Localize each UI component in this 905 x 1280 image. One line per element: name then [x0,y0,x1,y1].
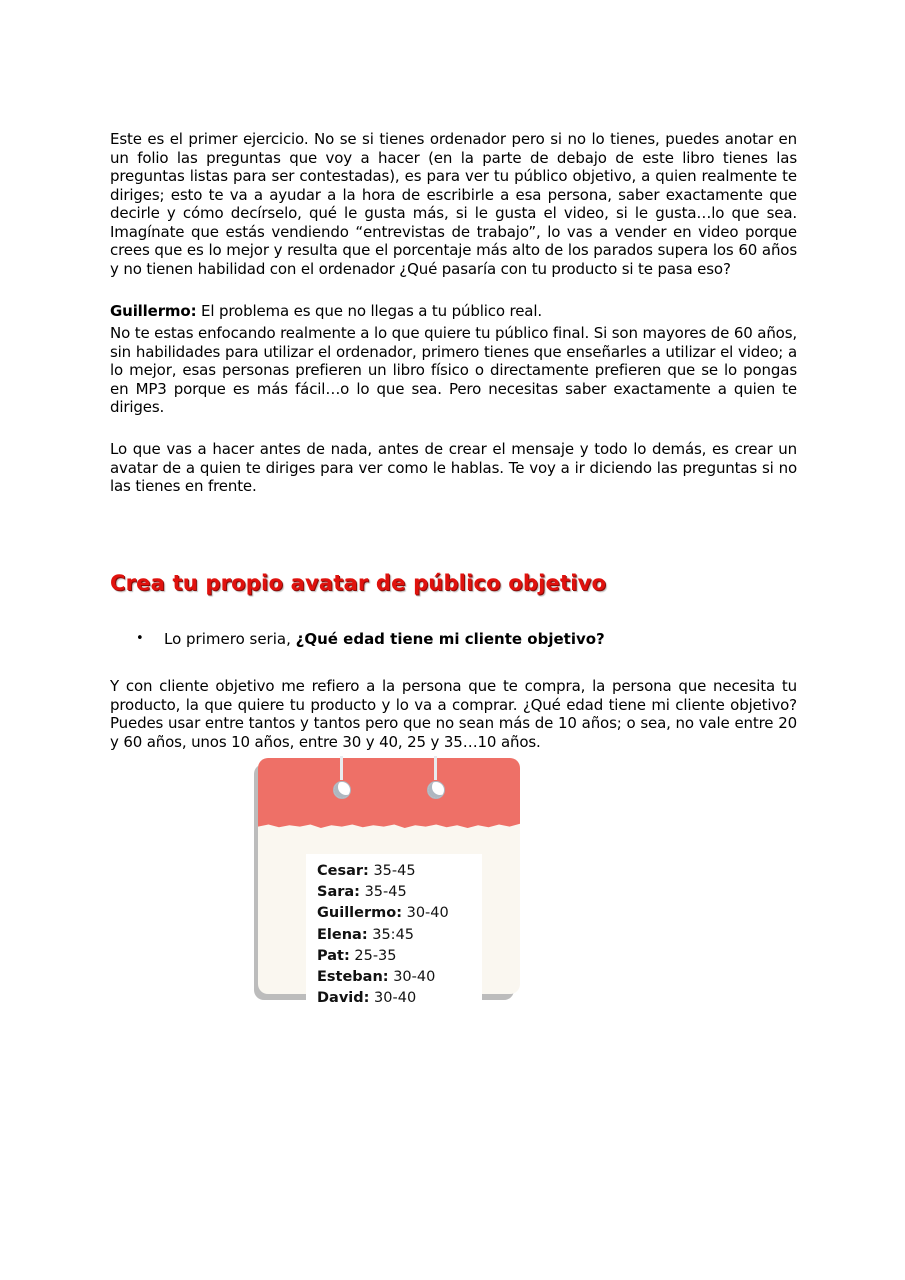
dialogue-text: El problema es que no llegas a tu público real. [196,302,542,320]
speaker-name: Guillermo: [110,302,197,320]
dialogue-line [110,302,797,321]
calendar-hole-icon [427,781,445,799]
section-heading: Crea tu propio avatar de público objetivo [110,571,607,595]
bullet-text [164,630,605,648]
list-item: Cesar: 35-45 [317,863,416,879]
bullet-question: ¿Qué edad tiene mi cliente objetivo? [295,630,605,648]
calendar-ring-icon [340,756,343,780]
list-item: Pat: 25-35 [317,947,397,964]
bullet-item [136,630,605,648]
paragraph-avatar-intro: Lo que vas a hacer antes de nada, antes de crear el mensaje y todo lo demás, es crear un avatar de a quien te diriges para ver como le hablas. Te voy a ir diciendo las preguntas si no las tienes en frente. [110,440,797,495]
list-item: Sara: 35-45 [317,884,407,901]
calendar-hole-icon [333,781,351,799]
calendar-ring-icon [434,756,437,780]
paragraph-intro: Este es el primer ejercicio. No se si tienes ordenador pero si no lo tienes, puedes anotar en un folio las preguntas que voy a hacer (en la parte de debajo de este libro tienes las preguntas listas para ser contestadas), es para ver tu público objetivo, a quien realmente te diriges; esto te va a ayudar a la hora de escribirle a esa persona, saber exactamente que decirle y cómo decírselo, qué le gusta más, si le gusta el video, si le gusta…lo que sea. Imagínate que estás vendiendo “entrevistas de trabajo”, lo vas a vender en video porque crees que es lo mejor y resulta que el porcentaje más alto de los parados supera los 60 años y no tienen habilidad con el ordenador ¿Qué pasaría con tu producto si te pasa eso? [110,130,797,278]
paragraph-focus: No te estas enfocando realmente a lo que quiere tu público final. Si son mayores de 60 años, sin habilidades para utilizar el ordenador, primero tienes que enseñarles a utilizar el video; a lo mejor, esas personas prefieren un libro físico o directamente prefieren que se lo pongas en MP3 porque es más fácil…o lo que sea. Pero necesitas saber exactamente a quien te diriges. [110,324,797,416]
list-item: Guillermo: 30-40 [317,905,449,922]
calendar-header [258,758,520,828]
paragraph-client-definition: Y con cliente objetivo me refiero a la persona que te compra, la persona que necesita tu producto, la que quiere tu producto y lo va a comprar. ¿Qué edad tiene mi cliente objetivo? Puedes usar entre tantos y tantos pero que no sean más de 10 años; o sea, no vale entre 20 y 60 años, unos 10 años, entre 30 y 40, 25 y 35…10 años. [110,677,797,751]
bullet-marker: • [136,631,144,646]
calendar-illustration [254,756,522,1007]
age-range-list [317,861,449,1009]
list-item: David: 30-40 [317,990,417,1007]
list-item: Elena: 35:45 [317,926,415,943]
bullet-prefix: Lo primero seria, [164,630,296,648]
list-item: Esteban: 30-40 [317,969,436,986]
